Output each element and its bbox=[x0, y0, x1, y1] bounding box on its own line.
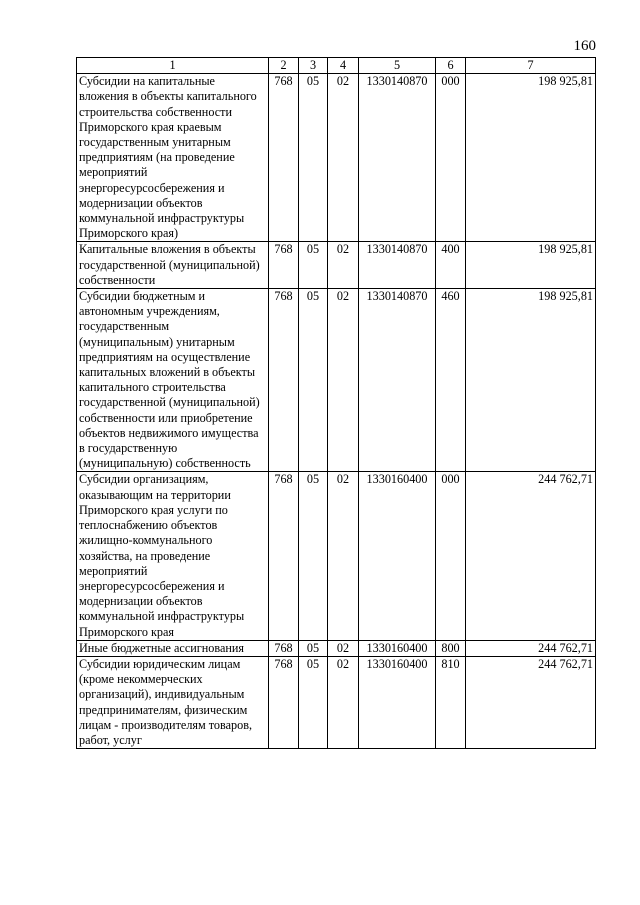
table-row bbox=[77, 472, 596, 640]
section-code-cell: 05 bbox=[299, 640, 328, 656]
target-code-cell: 1330140870 bbox=[359, 242, 436, 289]
subsection-code-cell: 02 bbox=[328, 656, 359, 748]
subsection-code-cell: 02 bbox=[328, 289, 359, 472]
ministry-code-cell: 768 bbox=[269, 242, 299, 289]
expense-type-code-cell: 800 bbox=[436, 640, 466, 656]
section-code-cell: 05 bbox=[299, 472, 328, 640]
amount-cell: 198 925,81 bbox=[466, 242, 596, 289]
table-row bbox=[77, 74, 596, 242]
page-number: 160 bbox=[573, 38, 596, 54]
amount-cell: 244 762,71 bbox=[466, 640, 596, 656]
subsection-code-cell: 02 bbox=[328, 74, 359, 242]
subsection-code-cell: 02 bbox=[328, 640, 359, 656]
target-code-cell: 1330160400 bbox=[359, 656, 436, 748]
section-code-cell: 05 bbox=[299, 242, 328, 289]
expense-type-code-cell: 460 bbox=[436, 289, 466, 472]
ministry-code-cell: 768 bbox=[269, 472, 299, 640]
subsection-code-cell: 02 bbox=[328, 472, 359, 640]
row-name-cell: Субсидии организациям, оказывающим на территории Приморского края услуги по теплоснабжению объектов жилищно-коммунального хозяйства, на проведение мероприятий энергоресурсосбережения и модернизации объектов коммунальной инфраструктуры Приморского края bbox=[77, 472, 269, 640]
amount-cell: 244 762,71 bbox=[466, 656, 596, 748]
ministry-code-cell: 768 bbox=[269, 74, 299, 242]
amount-cell: 244 762,71 bbox=[466, 472, 596, 640]
table-row bbox=[77, 640, 596, 656]
row-name-cell: Субсидии юридическим лицам (кроме некоммерческих организаций), индивидуальным предпринимателям, физическим лицам - производителям товаров, работ, услуг bbox=[77, 656, 269, 748]
table-row bbox=[77, 242, 596, 289]
column-header: 5 bbox=[359, 58, 436, 74]
column-header: 7 bbox=[466, 58, 596, 74]
row-name-cell: Субсидии на капитальные вложения в объекты капитального строительства собственности Приморского края краевым государственным унитарным предприятиям (на проведение мероприятий энергоресурсосбережения и модернизации объектов коммунальной инфраструктуры Приморского края) bbox=[77, 74, 269, 242]
target-code-cell: 1330140870 bbox=[359, 74, 436, 242]
column-header: 6 bbox=[436, 58, 466, 74]
target-code-cell: 1330160400 bbox=[359, 640, 436, 656]
table-row bbox=[77, 656, 596, 748]
target-code-cell: 1330160400 bbox=[359, 472, 436, 640]
column-header: 3 bbox=[299, 58, 328, 74]
subsection-code-cell: 02 bbox=[328, 242, 359, 289]
ministry-code-cell: 768 bbox=[269, 289, 299, 472]
row-name-cell: Иные бюджетные ассигнования bbox=[77, 640, 269, 656]
expense-type-code-cell: 000 bbox=[436, 472, 466, 640]
expense-type-code-cell: 000 bbox=[436, 74, 466, 242]
column-header: 4 bbox=[328, 58, 359, 74]
table-row bbox=[77, 289, 596, 472]
column-header: 1 bbox=[77, 58, 269, 74]
ministry-code-cell: 768 bbox=[269, 656, 299, 748]
ministry-code-cell: 768 bbox=[269, 640, 299, 656]
target-code-cell: 1330140870 bbox=[359, 289, 436, 472]
amount-cell: 198 925,81 bbox=[466, 74, 596, 242]
budget-table bbox=[76, 57, 596, 749]
expense-type-code-cell: 400 bbox=[436, 242, 466, 289]
section-code-cell: 05 bbox=[299, 289, 328, 472]
amount-cell: 198 925,81 bbox=[466, 289, 596, 472]
row-name-cell: Капитальные вложения в объекты государственной (муниципальной) собственности bbox=[77, 242, 269, 289]
row-name-cell: Субсидии бюджетным и автономным учреждениям, государственным (муниципальным) унитарным предприятиям на осуществление капитальных вложений в объекты капитального строительства государственной (муниципальной) собственности или приобретение объектов недвижимого имущества в государственную (муниципальную) собственность bbox=[77, 289, 269, 472]
section-code-cell: 05 bbox=[299, 656, 328, 748]
column-header: 2 bbox=[269, 58, 299, 74]
expense-type-code-cell: 810 bbox=[436, 656, 466, 748]
section-code-cell: 05 bbox=[299, 74, 328, 242]
table-header-row bbox=[77, 58, 596, 74]
